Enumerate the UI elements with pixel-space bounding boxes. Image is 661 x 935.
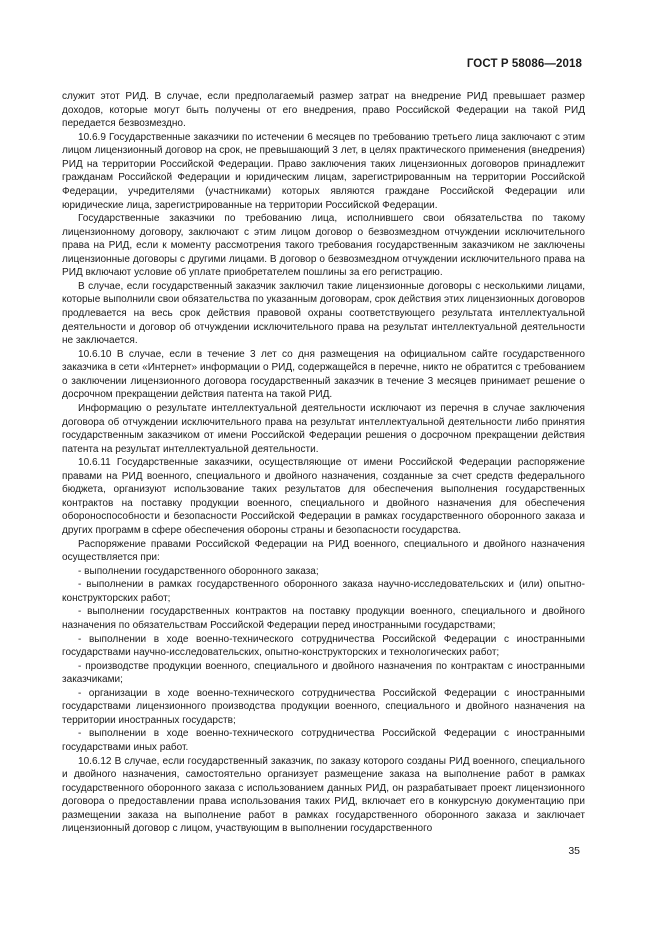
paragraph: Распоряжение правами Российской Федерации на РИД военного, специального и двойного назначения осуществляется при: [62, 538, 585, 564]
list-item: - выполнении в ходе военно-технического сотрудничества Российской Федерации с иностранными государствами иных работ. [62, 728, 585, 753]
paragraph: 10.6.12 В случае, если государственный заказчик, по заказу которого созданы РИД военного, специального и двойного назначения, самостоятельно организует размещение заказа на выполнение работ в рамках государственного оборонного заказа с использованием данных РИД, он разрабатывает проект лицензионного договора о предоставлении права использования таких РИД, включает его в конкурсную документацию при размещении заказа на выполнение работ в рамках государственного оборонного заказа и заключает лицензионный договор с лицом, участвующим в выполнении государственного [62, 755, 585, 835]
page-number: 35 [568, 845, 580, 857]
paragraph: Информацию о результате интеллектуальной деятельности исключают из перечня в случае заключения договора об отчуждении исключительного права на результат интеллектуальной деятельности либо принятия государственным заказчиком от имени Российской Федерации решения о досрочном прекращении действия патента на результат интеллектуальной деятельности. [62, 402, 585, 455]
standard-designation: ГОСТ Р 58086—2018 [466, 58, 582, 70]
document-header [467, 58, 582, 70]
paragraph: Государственные заказчики по требованию лица, исполнившего свои обязательства по такому лицензионному договору, заключают с этим лицом договор о безвозмездном отчуждении исключительного права на РИД, если к моменту рассмотрения такого требования государственным заказчиком не заключены лицензионные договоры с другими лицами. В договор о безвозмездном отчуждении исключительного права на РИД включают условие об уплате приобретателем пошлины за его регистрацию. [62, 213, 585, 279]
document-body [62, 90, 585, 836]
list-item: - выполнении в рамках государственного оборонного заказа научно-исследовательских и (или) опытно-конструкторских работ; [62, 579, 585, 604]
list-item: - выполнении государственных контрактов на поставку продукции военного, специального и двойного назначения по обязательствам Российской Федерации перед иностранными государствами; [62, 606, 585, 631]
list-item: - производстве продукции военного, специального и двойного назначения по контрактам с иностранными заказчиками; [62, 660, 585, 686]
list-item: - выполнении государственного оборонного заказа; [78, 565, 319, 577]
list-item: - организации в ходе военно-технического сотрудничества Российской Федерации с иностранными государствами лицензионного производства продукции военного, специального и двойного назначения на территории иностранных государств; [62, 687, 585, 726]
paragraph: 10.6.10 В случае, если в течение 3 лет со дня размещения на официальном сайте государственного заказчика в сети «Интернет» информации о РИД, содержащейся в перечне, никто не обратится с требованием о заключении лицензионного договора государственный заказчик в течение 3 месяцев принимает решение о досрочном прекращении действия патента на такой РИД. [62, 348, 585, 401]
list-item: - выполнении в ходе военно-технического сотрудничества Российской Федерации с иностранными государствами научно-исследовательских, опытно-конструкторских и технологических работ; [62, 633, 585, 659]
paragraph: 10.6.11 Государственные заказчики, осуществляющие от имени Российской Федерации распоряжение правами на РИД военного, специального и двойного назначения, созданные за счет средств федерального бюджета, организуют использование таких результатов для обеспечения выполнения государственных контрактов на поставку продукции военного, специального и двойного назначения для обеспечения обороноспособности и безопасности Российской Федерации в рамках государственного оборонного заказа и других программ в сфере обеспечения обороны страны и безопасности государства. [62, 457, 585, 536]
paragraph: служит этот РИД. В случае, если предполагаемый размер затрат на внедрение РИД превышает размер доходов, которые могут быть получены от его внедрения, право Российской Федерации на такой РИД передается безвозмездно. [62, 91, 585, 130]
paragraph: 10.6.9 Государственные заказчики по истечении 6 месяцев по требованию третьего лица заключают с этим лицом лицензионный договор на срок, не превышающий 3 лет, в целях практического применения (внедрения) РИД на территории Российской Федерации. Право заключения таких лицензионных договоров принадлежит гражданам Российской Федерации и юридическим лицам, зарегистрированным на территории Российской Федерации, учредителями (участниками) которых являются граждане Российской Федерации или юридические лица, зарегистрированные на территории Российской Федерации. [62, 131, 585, 211]
paragraph: В случае, если государственный заказчик заключил такие лицензионные договоры с несколькими лицами, которые выполнили свои обязательства по указанным договорам, срок действия этих лицензионных договоров продлевается на весь срок действия правовой охраны соответствующего результата интеллектуальной деятельности и договор об отчуждении исключительного права на результат интеллектуальной деятельности не заключается. [62, 280, 585, 347]
